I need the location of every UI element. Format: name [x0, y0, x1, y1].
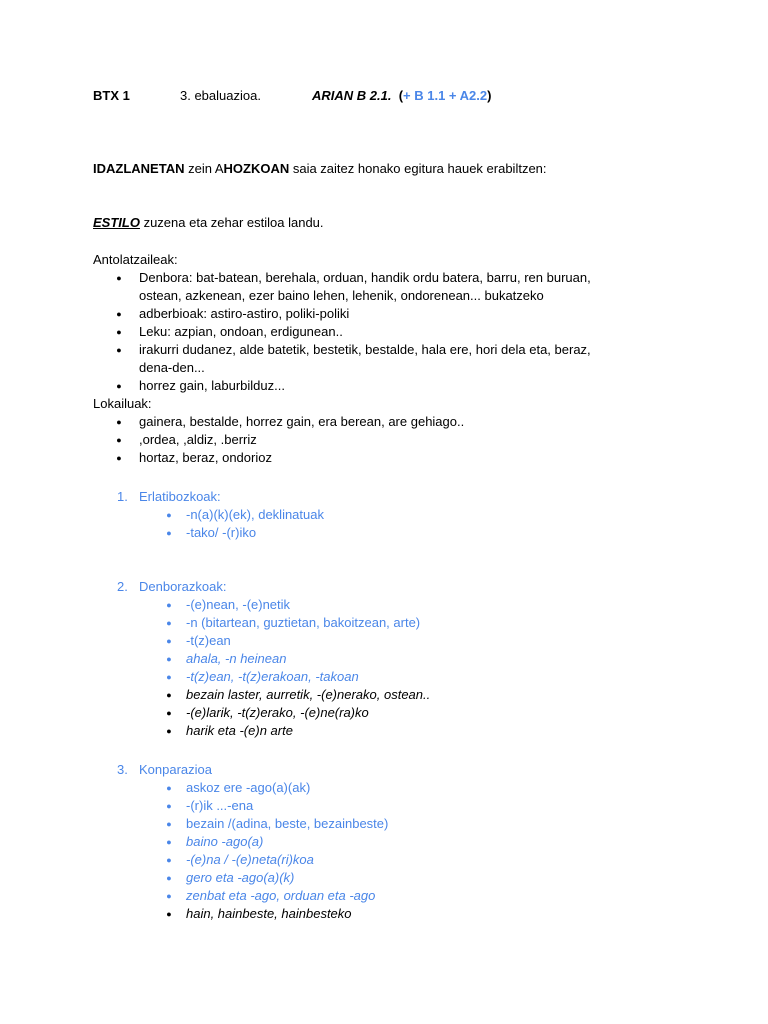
bullet-dot: ● [116, 453, 122, 463]
intro-rest: saia zaitez honako egitura hauek erabiltzen: [289, 161, 547, 176]
section-item: -(e)na / -(e)neta(ri)koa [186, 852, 314, 867]
intro-hozkoan: HOZKOAN [223, 161, 290, 176]
section-number: 3. [117, 762, 128, 777]
section-item: harik eta -(e)n arte [186, 723, 293, 738]
section-item: -(r)ik ...-ena [186, 798, 254, 813]
level-close: ) [487, 88, 492, 103]
level-label [312, 87, 491, 105]
bullet-dot: ● [116, 417, 122, 427]
bullet-dot: ● [116, 435, 122, 445]
section-number: 2. [117, 579, 128, 594]
section-title: Denborazkoak: [139, 579, 227, 594]
bullet-dot: ● [116, 309, 122, 319]
bullet-dot: ● [166, 708, 172, 718]
antolatzaile-item: ostean, azkenean, ezer baino lehen, lehenik, ondorenean... bukatzeko [139, 288, 544, 303]
section-item: bezain /(adina, beste, bezainbeste) [186, 816, 389, 831]
bullet-dot: ● [116, 327, 122, 337]
lokailuak-title: Lokailuak: [93, 396, 152, 411]
bullet-dot: ● [166, 909, 172, 919]
section-item: zenbat eta -ago, orduan eta -ago [186, 888, 376, 903]
intro-zein: zein A [184, 161, 224, 176]
section-item: -(e)larik, -t(z)erako, -(e)ne(ra)ko [186, 705, 369, 720]
bullet-dot: ● [166, 855, 172, 865]
bullet-dot: ● [166, 636, 172, 646]
section-item: -t(z)ean [186, 633, 231, 648]
section-number: 1. [117, 489, 128, 504]
section-item: gero eta -ago(a)(k) [186, 870, 295, 885]
section-item: -tako/ -(r)iko [186, 525, 257, 540]
bullet-dot: ● [166, 891, 172, 901]
intro-idazlanetan: IDAZLANETAN [93, 161, 185, 176]
intro-line [93, 160, 547, 178]
lokailu-item: hortaz, beraz, ondorioz [139, 450, 272, 465]
bullet-dot: ● [116, 345, 122, 355]
bullet-dot: ● [116, 273, 122, 283]
bullet-dot: ● [166, 528, 172, 538]
section-item: hain, hainbeste, hainbesteko [186, 906, 352, 921]
level-open: ( [398, 88, 404, 103]
section-item: -n(a)(k)(ek), deklinatuak [186, 507, 324, 522]
bullet-dot: ● [166, 690, 172, 700]
section-item: -t(z)ean, -t(z)erakoan, -takoan [186, 669, 359, 684]
bullet-dot: ● [166, 654, 172, 664]
level-extra: + B 1.1 + A2.2 [403, 88, 488, 103]
bullet-dot: ● [166, 510, 172, 520]
bullet-dot: ● [166, 672, 172, 682]
section-item: ahala, -n heinean [186, 651, 287, 666]
section-item: -n (bitartean, guztietan, bakoitzean, arte) [186, 615, 421, 630]
antolatzaile-item: irakurri dudanez, alde batetik, bestetik, bestalde, hala ere, hori dela eta, beraz, [139, 342, 591, 357]
estilo-label: ESTILO [93, 215, 140, 230]
section-title: Konparazioa [139, 762, 212, 777]
section-title: Erlatibozkoak: [139, 489, 221, 504]
bullet-dot: ● [166, 819, 172, 829]
bullet-dot: ● [166, 873, 172, 883]
bullet-dot: ● [166, 837, 172, 847]
antolatzaile-item: Leku: azpian, ondoan, erdigunean.. [139, 324, 343, 339]
antolatzaile-item: adberbioak: astiro-astiro, poliki-poliki [139, 306, 350, 321]
level-main: ARIAN B 2.1. [312, 88, 392, 103]
evaluation-label: 3. ebaluazioa. [180, 88, 261, 103]
bullet-dot: ● [166, 783, 172, 793]
bullet-dot: ● [166, 726, 172, 736]
section-item: bezain laster, aurretik, -(e)nerako, ostean.. [186, 687, 431, 702]
bullet-dot: ● [166, 600, 172, 610]
section-item: baino -ago(a) [186, 834, 264, 849]
bullet-dot: ● [166, 618, 172, 628]
antolatzaileak-title: Antolatzaileak: [93, 252, 178, 267]
course-label: BTX 1 [93, 88, 130, 103]
section-item: -(e)nean, -(e)netik [186, 597, 291, 612]
lokailu-item: ,ordea, ,aldiz, .berriz [139, 432, 257, 447]
estilo-text: zuzena eta zehar estiloa landu. [139, 215, 324, 230]
lokailu-item: gainera, bestalde, horrez gain, era berean, are gehiago.. [139, 414, 465, 429]
bullet-dot: ● [166, 801, 172, 811]
antolatzaile-item: horrez gain, laburbilduz... [139, 378, 285, 393]
section-item: askoz ere -ago(a)(ak) [186, 780, 311, 795]
bullet-dot: ● [116, 381, 122, 391]
estilo-line [93, 214, 324, 232]
antolatzaile-item: dena-den... [139, 360, 205, 375]
antolatzaile-item: Denbora: bat-batean, berehala, orduan, handik ordu batera, barru, ren buruan, [139, 270, 591, 285]
